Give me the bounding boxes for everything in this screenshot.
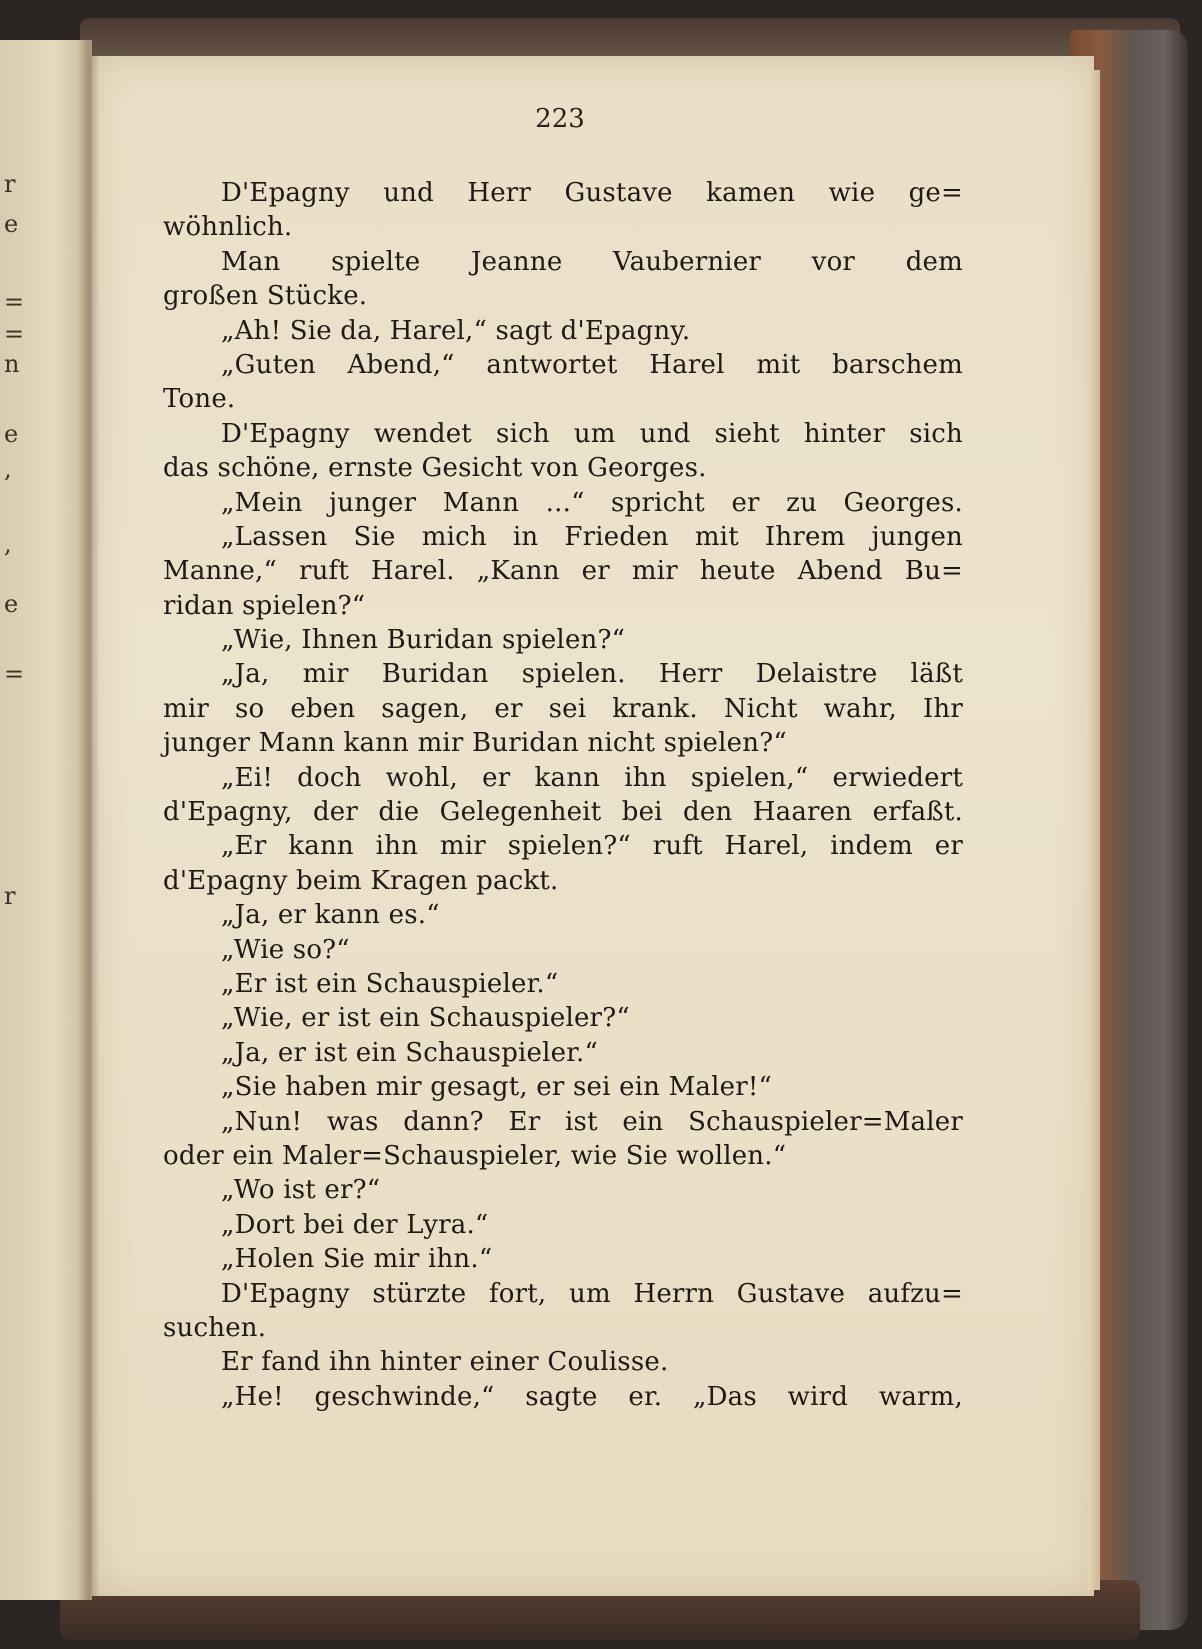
text-line: D'Epagny und Herr Gustave kamen wie ge= [221,178,963,208]
margin-letter: e [4,420,19,448]
margin-letter: = [4,660,25,688]
text-line: „Nun! was dann? Er ist ein Schauspieler=Maler [221,1106,963,1137]
margin-letter: , [4,530,12,558]
text-line: „Sie haben mir gesagt, er sei ein Maler!“ [221,1072,772,1103]
text-line: mir so eben sagen, er sei krank. Nicht wahr, Ihr [163,693,963,724]
text-line: junger Mann kann mir Buridan nicht spielen?“ [163,728,787,759]
text-line: Er fand ihn hinter einer Coulisse. [221,1347,669,1378]
text-line: „He! geschwinde,“ sagte er. „Das wird warm, [221,1381,963,1412]
text-line: Tone. [163,384,236,415]
text-line: Man spielte Jeanne Vaubernier vor dem [221,246,963,277]
text-line: d'Epagny beim Kragen packt. [163,865,559,896]
margin-letter: n [4,350,20,378]
margin-letter: = [4,320,25,348]
text-line: „Ei! doch wohl, er kann ihn spielen,“ erwiedert [221,762,963,793]
margin-letter: , [4,455,12,483]
margin-letter: = [4,288,25,316]
text-line: oder ein Maler=Schauspieler, wie Sie wollen.“ [163,1140,787,1171]
page-fore-edge [1088,70,1100,1590]
text-line: „Mein junger Mann ...“ spricht er zu Georges. [221,487,963,518]
text-line: D'Epagny stürzte fort, um Herrn Gustave aufzu= [221,1278,963,1309]
margin-letter: r [4,882,16,910]
text-line: „Guten Abend,“ antwortet Harel mit barschem [221,349,963,380]
text-line: „Dort bei der Lyra.“ [221,1209,489,1240]
text-line: d'Epagny, der die Gelegenheit bei den Haaren erfaßt. [163,797,963,828]
text-line: „Wie, er ist ein Schauspieler?“ [221,1003,630,1034]
margin-letter: r [4,170,16,198]
text-line: das schöne, ernste Gesicht von Georges. [163,453,707,484]
text-line: wöhnlich. [163,212,293,243]
book-gutter [78,40,100,1600]
text-line: „Ja, er kann es.“ [221,900,440,931]
text-line: „Lassen Sie mich in Frieden mit Ihrem jungen [221,521,963,552]
text-line: Manne,“ ruft Harel. „Kann er mir heute Abend Bu= [163,556,963,587]
text-line: ridan spielen?“ [163,590,366,621]
page-number: 223 [535,104,585,134]
text-line: „Ja, mir Buridan spielen. Herr Delaistre läßt [221,659,963,690]
text-line: „Er ist ein Schauspieler.“ [221,968,559,999]
text-line: suchen. [163,1312,267,1343]
text-line: „Wie so?“ [221,934,350,965]
text-line: „Ah! Sie da, Harel,“ sagt d'Epagny. [221,315,691,346]
text-line: „Holen Sie mir ihn.“ [221,1244,493,1275]
text-line: „Ja, er ist ein Schauspieler.“ [221,1037,598,1068]
text-line: D'Epagny wendet sich um und sieht hinter sich [221,418,963,449]
page-text [163,176,963,1414]
text-line: „Er kann ihn mir spielen?“ ruft Harel, indem er [221,831,963,862]
text-line: „Wo ist er?“ [221,1175,381,1206]
text-line: „Wie, Ihnen Buridan spielen?“ [221,625,626,656]
margin-letter: e [4,210,19,238]
margin-letter: e [4,590,19,618]
text-line: großen Stücke. [163,281,368,312]
